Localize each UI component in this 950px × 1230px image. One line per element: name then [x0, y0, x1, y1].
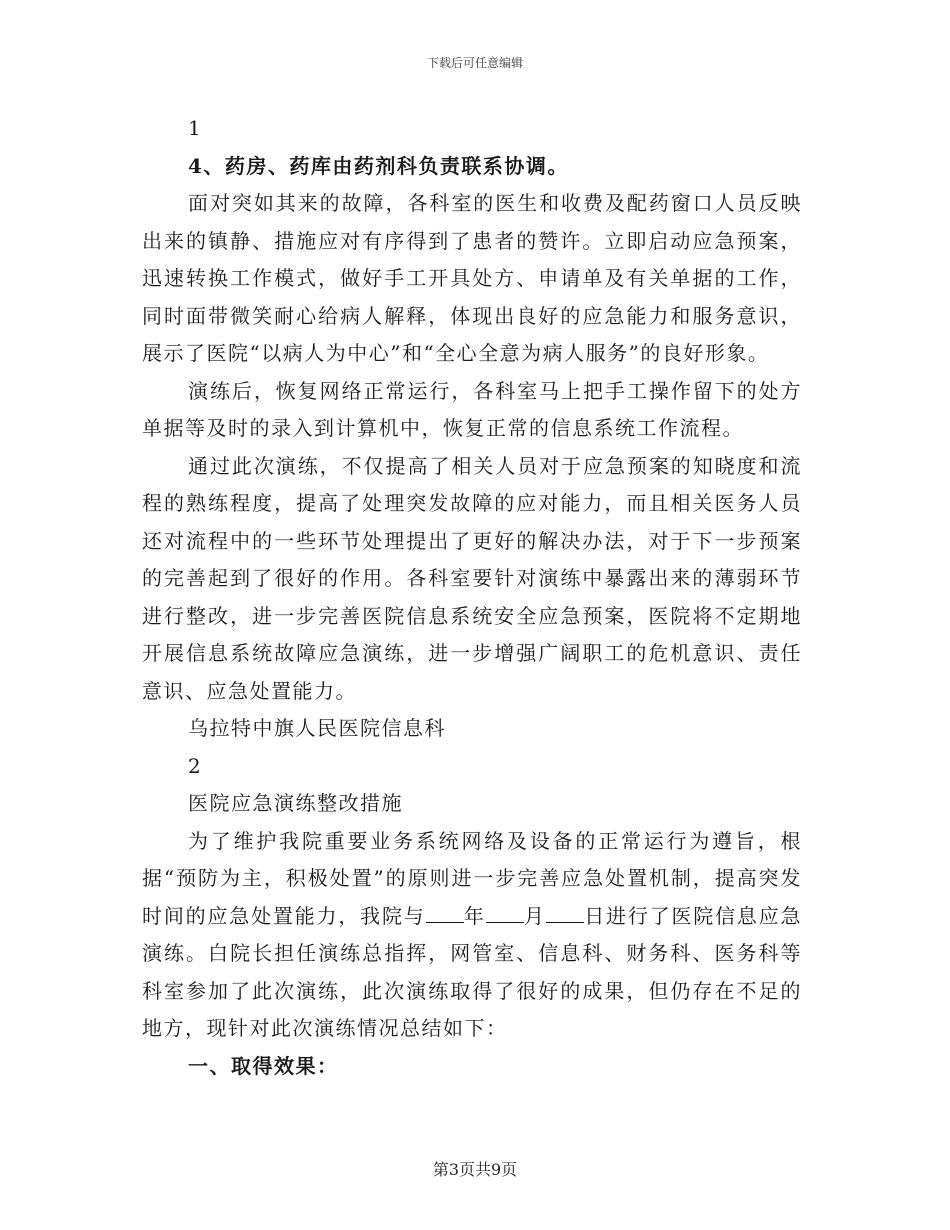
intro-text-a: 为了维护我院重要业务系统网络及设备的正常运行为遵旨，根据“预防为主，积极处置”的原则进一步完善应急处置机制，提高突发时间的应急处置能力，我院与: [142, 828, 802, 928]
intro-text-b: 日进行了医院信息应急演练。白院长担任演练总指挥，网管室、信息科、财务科、医务科等科室参加了此次演练，此次演练取得了很好的成果，但仍存在不足的地方，现针对此次演练情况总结如下：: [142, 903, 803, 1040]
heading-results: 一、取得效果：: [188, 1053, 339, 1078]
item-4: 4、药房、药库由药剂科负责联系协调。: [188, 153, 569, 178]
page-footer: 第3页共9页: [432, 1160, 518, 1179]
label-year: 年: [463, 903, 486, 928]
paragraph-after-drill: 演练后，恢复网络正常运行，各科室马上把手工操作留下的处方单据等及时的录入到计算机中，恢复正常的信息系统工作流程。: [142, 378, 802, 440]
page-number-1: 1: [188, 116, 203, 140]
blank-month: [486, 906, 524, 923]
paragraph-summary: 通过此次演练，不仅提高了相关人员对于应急预案的知晓度和流程的熟练程度，提高了处理突发故障的应对能力，而且相关医务人员还对流程中的一些环节处理提出了更好的解决办法，对于下一步预案的完善起到了很好的作用。各科室要针对演练中暴露出来的薄弱环节进行整改，进一步完善医院信息系统安全应急预案，医院将不定期地开展信息系统故障应急演练，进一步增强广阔职工的危机意识、责任意识、应急处置能力。: [142, 453, 802, 703]
label-month: 月: [523, 903, 546, 928]
page-number-2: 2: [188, 753, 203, 778]
section-title: 医院应急演练整改措施: [188, 791, 403, 815]
paragraph-intro: [142, 823, 802, 1048]
page-header: 下载后可任意编辑: [426, 56, 523, 70]
blank-year: [426, 906, 464, 923]
signature: 乌拉特中旗人民医院信息科: [188, 716, 446, 740]
document-body: [142, 110, 802, 1085]
paragraph-response: 面对突如其来的故障，各科室的医生和收费及配药窗口人员反映出来的镇静、措施应对有序得到了患者的赞许。立即启动应急预案，迅速转换工作模式，做好手工开具处方、申请单及有关单据的工作，同时面带微笑耐心给病人解释，体现出良好的应急能力和服务意识，展示了医院“以病人为中心”和“全心全意为病人服务”的良好形象。: [142, 191, 802, 365]
blank-day: [546, 906, 584, 923]
